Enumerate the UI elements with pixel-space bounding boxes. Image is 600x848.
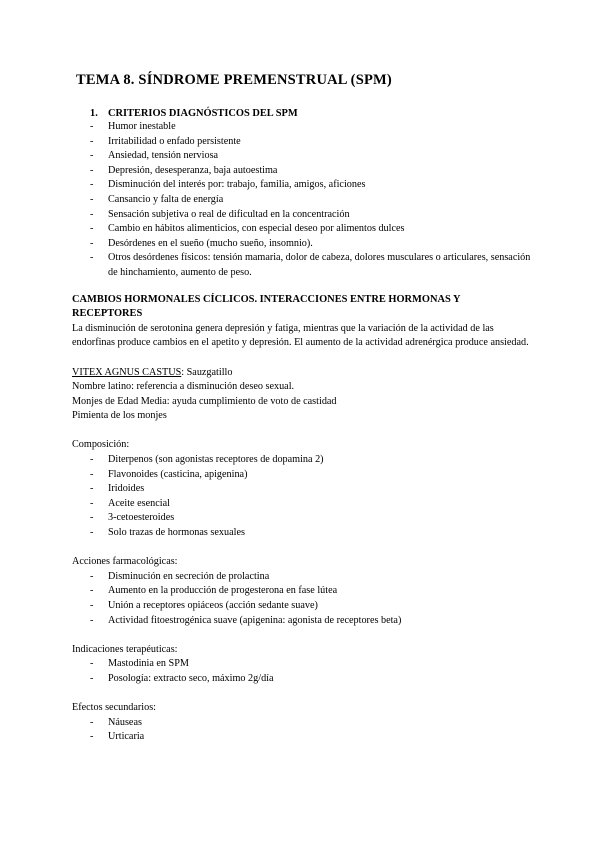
acciones-label: Acciones farmacológicas:	[72, 556, 178, 568]
composicion-label: Composición:	[72, 439, 130, 451]
indicaciones-list	[72, 657, 532, 686]
vitex-line: Monjes de Edad Media: ayuda cumplimiento de voto de castidad	[72, 395, 337, 407]
list-item: - Mastodinia en SPM	[90, 658, 189, 670]
section-1-heading	[90, 108, 532, 119]
list-item: - Solo trazas de hormonas sexuales	[90, 527, 245, 539]
list-item: - Irritabilidad o enfado persistente	[90, 135, 241, 147]
document-title: TEMA 8. SÍNDROME PREMENSTRUAL (SPM)	[76, 72, 392, 88]
list-item: - Disminución en secreción de prolactina	[90, 570, 270, 582]
section-2-paragraph: La disminución de serotonina genera depresión y fatiga, mientras que la variación de la actividad de las endorfinas produce cambios en el apetito y depresión. El aumento de la actividad adrenérgica produce ansiedad.	[72, 322, 529, 349]
list-item: - Urticaria	[90, 731, 145, 743]
list-item: - Náuseas	[90, 716, 142, 728]
efectos-list	[72, 716, 532, 745]
list-item: - Flavonoides (casticina, apigenina)	[90, 468, 248, 480]
list-item: - Posología: extracto seco, máximo 2g/día	[90, 672, 274, 684]
list-item: - Disminución del interés por: trabajo, familia, amigos, aficiones	[90, 179, 366, 191]
document-page	[72, 72, 532, 745]
list-item: - Cambio en hábitos alimenticios, con especial deseo por alimentos dulces	[90, 223, 405, 235]
list-item: - Actividad fitoestrogénica suave (apigenina: agonista de receptores beta)	[90, 614, 402, 626]
vitex-heading-name: VITEX AGNUS CASTUS	[72, 366, 182, 378]
acciones-list	[72, 570, 532, 628]
vitex-line: Pimienta de los monjes	[72, 410, 167, 422]
composicion-list	[72, 453, 532, 541]
list-item: - Aceite esencial	[90, 497, 170, 509]
list-item: - Diterpenos (son agonistas receptores de dopamina 2)	[90, 454, 324, 466]
list-item: - Humor inestable	[90, 121, 176, 132]
list-item: - 3-cetoesteroides	[90, 512, 175, 524]
list-item: - Iridoides	[90, 483, 145, 495]
indicaciones-label: Indicaciones terapéuticas:	[72, 643, 178, 655]
list-item: - Desórdenes en el sueño (mucho sueño, insomnio).	[90, 237, 313, 249]
vitex-heading	[72, 366, 532, 381]
list-item: - Depresión, desesperanza, baja autoestima	[90, 164, 278, 176]
section-1-heading-text: CRITERIOS DIAGNÓSTICOS DEL SPM	[108, 108, 298, 119]
list-item: - Aumento en la producción de progesterona en fase lútea	[90, 585, 338, 597]
section-1-number: 1.	[90, 108, 98, 119]
list-item: - Sensación subjetiva o real de dificultad en la concentración	[90, 208, 350, 220]
list-item: - Ansiedad, tensión nerviosa	[90, 150, 219, 162]
list-item: - Otros desórdenes físicos: tensión mamaria, dolor de cabeza, dolores musculares o articulares, sensación de hinchamiento, aumento de peso.	[90, 252, 531, 278]
vitex-heading-suffix: : Sauzgatillo	[181, 366, 233, 378]
list-item: - Cansancio y falta de energía	[90, 193, 224, 205]
criteria-list	[72, 120, 532, 281]
section-2-heading: CAMBIOS HORMONALES CÍCLICOS. INTERACCIONES ENTRE HORMONAS Y RECEPTORES	[72, 293, 461, 320]
efectos-label: Efectos secundarios:	[72, 702, 157, 714]
list-item: - Unión a receptores opiáceos (acción sedante suave)	[90, 600, 318, 611]
vitex-line: Nombre latino: referencia a disminución deseo sexual.	[72, 381, 295, 393]
